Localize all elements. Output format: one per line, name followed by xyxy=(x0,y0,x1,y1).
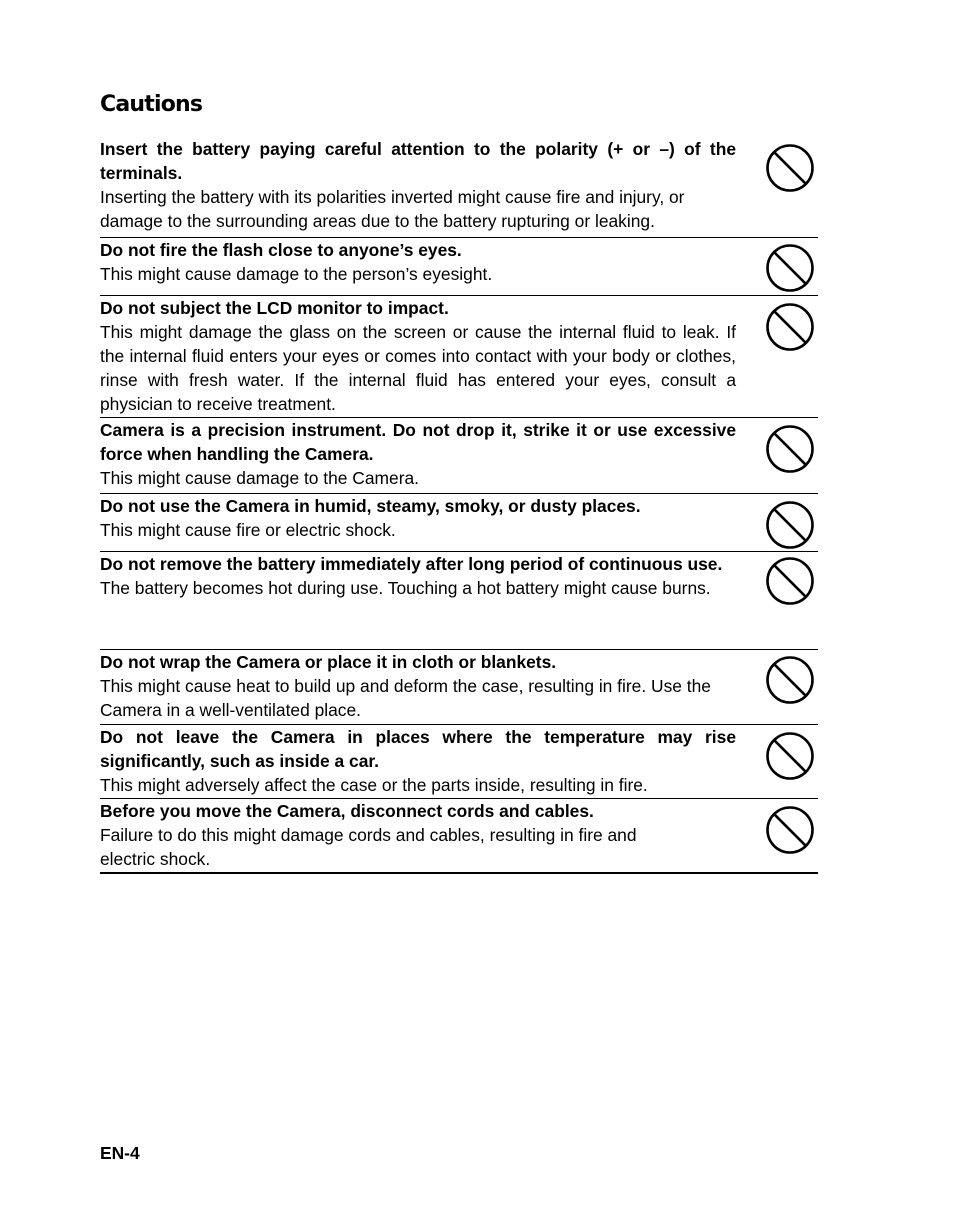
caution-item xyxy=(100,798,818,872)
caution-list xyxy=(100,137,818,874)
caution-heading: Do not leave the Camera in places where the temperature may rise significantly, such as inside a car. xyxy=(100,727,736,771)
prohibition-icon xyxy=(765,805,815,855)
page-title: Cautions xyxy=(100,92,203,117)
caution-item xyxy=(100,295,818,417)
caution-body: This might damage the glass on the screen or cause the internal fluid to leak. If the internal fluid enters your eyes or comes into contact with your body or clothes, rinse with fresh water. If the internal fluid has entered your eyes, consult a physician to receive treatment. xyxy=(100,322,736,414)
caution-body: This might cause damage to the Camera. xyxy=(100,468,419,488)
caution-body: The battery becomes hot during use. Touching a hot battery might cause burns. xyxy=(100,578,711,598)
caution-heading: Before you move the Camera, disconnect cords and cables. xyxy=(100,801,594,821)
prohibition-icon xyxy=(765,500,815,550)
caution-heading: Insert the battery paying careful attention to the polarity (+ or –) of the terminals. xyxy=(100,139,736,183)
caution-body: This might cause heat to build up and deform the case, resulting in fire. Use the Camera in a well-ventilated place. xyxy=(100,676,711,720)
caution-body: Failure to do this might damage cords and cables, resulting in fire and electric shock. xyxy=(100,825,637,869)
prohibition-icon xyxy=(765,302,815,352)
caution-item xyxy=(100,237,818,295)
caution-item xyxy=(100,649,818,724)
prohibition-icon xyxy=(765,143,815,193)
caution-item xyxy=(100,417,818,493)
page-number: EN-4 xyxy=(100,1143,140,1163)
caution-item xyxy=(100,137,818,237)
prohibition-icon xyxy=(765,243,815,293)
caution-heading: Do not remove the battery immediately after long period of continuous use. xyxy=(100,554,723,574)
caution-heading: Do not use the Camera in humid, steamy, smoky, or dusty places. xyxy=(100,496,641,516)
caution-heading: Do not subject the LCD monitor to impact. xyxy=(100,298,449,318)
prohibition-icon xyxy=(765,556,815,606)
caution-body: This might cause damage to the person’s eyesight. xyxy=(100,264,493,284)
caution-body: This might cause fire or electric shock. xyxy=(100,520,396,540)
caution-heading: Do not fire the flash close to anyone’s eyes. xyxy=(100,240,462,260)
prohibition-icon xyxy=(765,731,815,781)
caution-body: This might adversely affect the case or the parts inside, resulting in fire. xyxy=(100,775,648,795)
caution-heading: Do not wrap the Camera or place it in cloth or blankets. xyxy=(100,652,557,672)
caution-item xyxy=(100,724,818,798)
caution-item xyxy=(100,493,818,551)
caution-item xyxy=(100,551,818,649)
prohibition-icon xyxy=(765,424,815,474)
caution-body: Inserting the battery with its polarities inverted might cause fire and injury, or damage to the surrounding areas due to the battery rupturing or leaking. xyxy=(100,187,685,231)
prohibition-icon xyxy=(765,655,815,705)
caution-heading: Camera is a precision instrument. Do not drop it, strike it or use excessive force when handling the Camera. xyxy=(100,420,736,464)
